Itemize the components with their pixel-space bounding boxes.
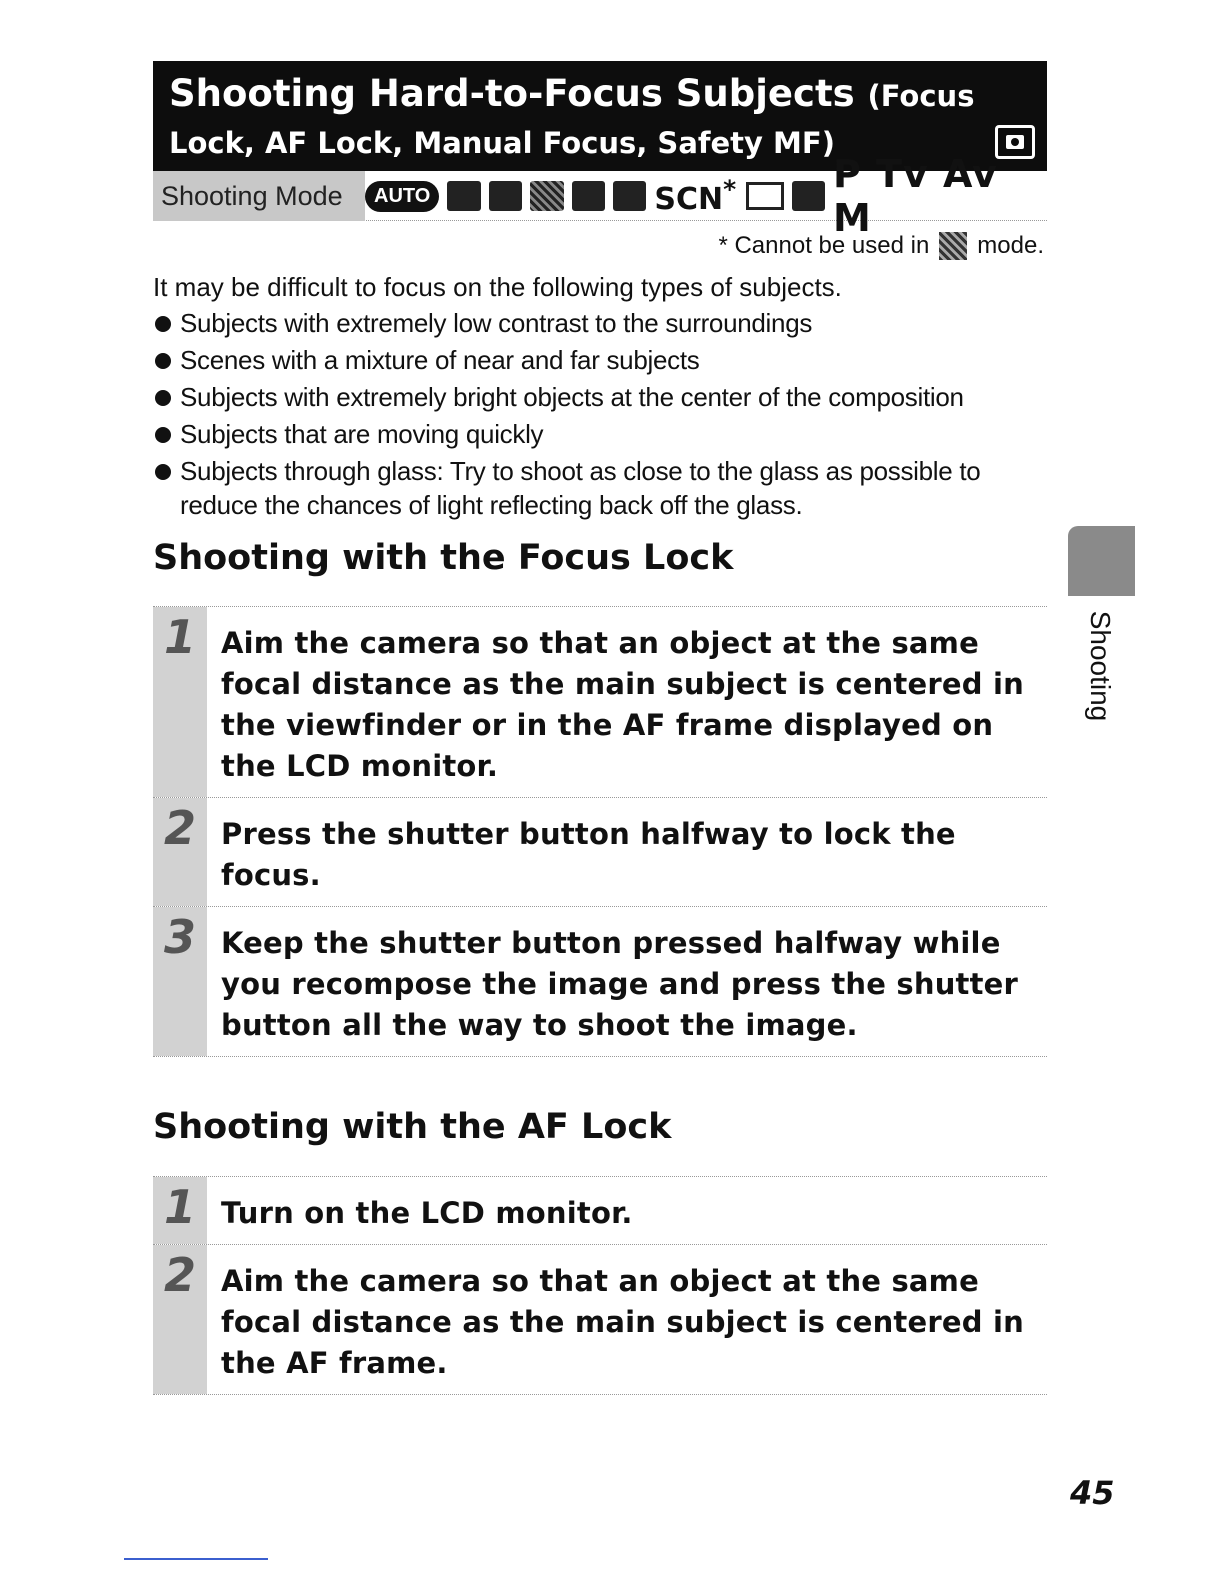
movie-mode-icon xyxy=(792,181,825,211)
step xyxy=(153,907,1047,1057)
step-text: Aim the camera so that an object at the same focal distance as the main subject is centered in the viewfinder or in the AF frame displayed on the LCD monitor. xyxy=(221,626,1024,783)
chapter-tab xyxy=(1068,526,1135,596)
title-line2-text: Lock, AF Lock, Manual Focus, Safety MF) xyxy=(169,126,835,160)
page-number: 45 xyxy=(1070,1474,1115,1512)
night-snapshot-icon xyxy=(939,232,967,260)
title-main: Shooting Hard-to-Focus Subjects xyxy=(169,72,855,115)
manual-modes-label: P Tv Av M xyxy=(833,152,998,240)
step xyxy=(153,607,1047,798)
step-text: Turn on the LCD monitor. xyxy=(221,1196,633,1230)
note-suffix: mode. xyxy=(977,232,1044,259)
auto-mode-icon: AUTO xyxy=(365,181,439,212)
title-paren: (Focus xyxy=(867,79,975,113)
step-text: Press the shutter button halfway to lock the focus. xyxy=(221,817,956,892)
scn-mode-label: SCN* xyxy=(654,175,737,217)
shooting-mode-bar xyxy=(153,152,1047,240)
step-number: 1 xyxy=(163,610,196,664)
list-item: Subjects that are moving quickly xyxy=(153,417,1053,451)
kids-pets-mode-icon xyxy=(572,181,605,211)
step-number: 2 xyxy=(163,801,196,855)
step xyxy=(153,1177,1047,1245)
list-item: Subjects through glass: Try to shoot as close to the glass as possible to reduce the chances of light reflecting back off the glass. xyxy=(153,454,1053,522)
indoor-mode-icon xyxy=(613,181,646,211)
mode-icons xyxy=(365,152,1047,240)
landscape-mode-icon xyxy=(489,181,522,211)
footer-rule xyxy=(124,1558,268,1560)
step-text: Keep the shutter button pressed halfway while you recompose the image and press the shutter button all the way to shoot the image. xyxy=(221,926,1019,1042)
stitch-assist-icon xyxy=(746,182,783,210)
intro-section xyxy=(153,270,1053,525)
step xyxy=(153,1245,1047,1395)
subject-list xyxy=(153,306,1053,522)
step-number: 2 xyxy=(163,1248,196,1302)
af-lock-heading: Shooting with the AF Lock xyxy=(153,1107,672,1147)
portrait-mode-icon xyxy=(447,181,480,211)
shooting-mode-label: Shooting Mode xyxy=(153,171,365,221)
note-prefix: * Cannot be used in xyxy=(718,232,930,259)
list-item: Subjects with extremely bright objects at the center of the composition xyxy=(153,380,1053,414)
step xyxy=(153,798,1047,907)
mode-note xyxy=(718,229,1044,263)
night-scene-mode-icon xyxy=(530,181,563,211)
focus-lock-steps xyxy=(153,606,1047,1057)
step-number: 3 xyxy=(163,910,196,964)
af-lock-steps xyxy=(153,1176,1047,1395)
list-item: Subjects with extremely low contrast to the surroundings xyxy=(153,306,1053,340)
page-title xyxy=(169,69,1035,121)
list-item: Scenes with a mixture of near and far subjects xyxy=(153,343,1053,377)
step-number: 1 xyxy=(163,1180,196,1234)
step-text: Aim the camera so that an object at the same focal distance as the main subject is centered in the AF frame. xyxy=(221,1264,1024,1380)
chapter-tab-label: Shooting xyxy=(1085,610,1116,722)
focus-lock-heading: Shooting with the Focus Lock xyxy=(153,538,734,578)
intro-lead: It may be difficult to focus on the following types of subjects. xyxy=(153,272,842,302)
